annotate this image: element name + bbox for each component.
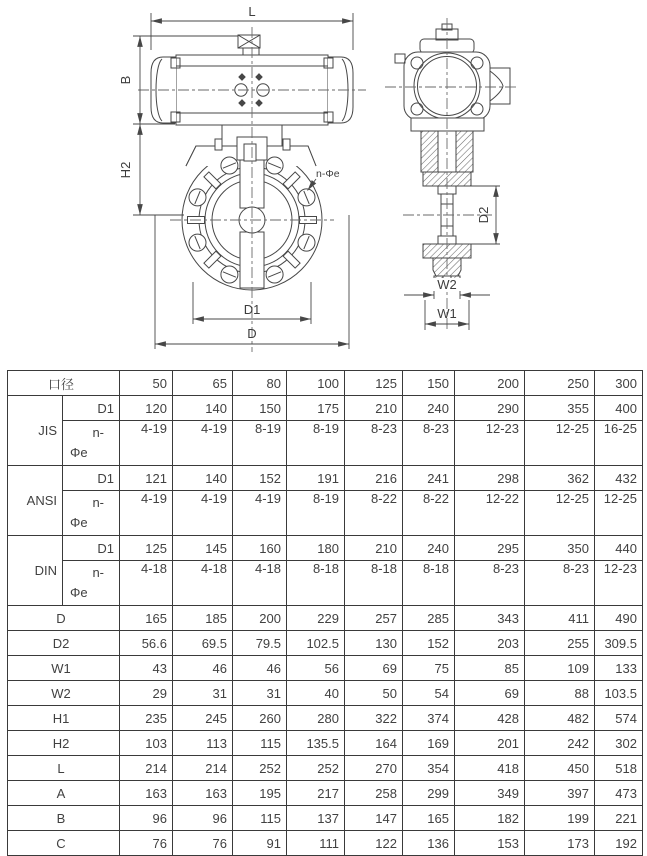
- table-cell: 4-19: [173, 491, 233, 536]
- table-cell: 428: [455, 706, 525, 731]
- table-cell: 322: [345, 706, 403, 731]
- size-header: 300: [595, 371, 643, 396]
- size-header: 250: [525, 371, 595, 396]
- dim-label-W1: W1: [437, 306, 457, 321]
- dim-label-W2: W2: [437, 277, 457, 292]
- size-header: 125: [345, 371, 403, 396]
- side-screw: [395, 54, 405, 63]
- bore-header: 口径: [8, 371, 120, 396]
- standard-label: DIN: [8, 536, 63, 606]
- dim-label-D: D: [247, 326, 257, 341]
- table-cell: 56: [287, 656, 345, 681]
- table-cell: 4-19: [120, 491, 173, 536]
- table-cell: 31: [233, 681, 287, 706]
- table-cell: 302: [595, 731, 643, 756]
- side-view: [385, 18, 518, 332]
- dim-label-L: L: [248, 4, 256, 19]
- table-cell: 121: [120, 466, 173, 491]
- disc-stem-lower: [240, 232, 264, 288]
- table-cell: 69: [455, 681, 525, 706]
- n-phi-e-label: [63, 421, 120, 466]
- table-cell: 8-18: [345, 561, 403, 606]
- table-cell: 115: [233, 731, 287, 756]
- table-cell: 173: [525, 831, 595, 856]
- table-cell: 8-19: [287, 491, 345, 536]
- table-cell: 210: [345, 536, 403, 561]
- table-cell: 152: [403, 631, 455, 656]
- table-cell: 199: [525, 806, 595, 831]
- table-cell: 258: [345, 781, 403, 806]
- table-cell: 79.5: [233, 631, 287, 656]
- table-cell: 8-18: [287, 561, 345, 606]
- standard-label: ANSI: [8, 466, 63, 536]
- table-cell: 69.5: [173, 631, 233, 656]
- n-label-line1: n-: [92, 425, 104, 440]
- valve-drawing-panel: [0, 0, 647, 368]
- table-cell: 8-23: [455, 561, 525, 606]
- table-cell: 150: [233, 396, 287, 421]
- size-header: 65: [173, 371, 233, 396]
- table-cell: 12-23: [595, 561, 643, 606]
- table-cell: 241: [403, 466, 455, 491]
- table-cell: 418: [455, 756, 525, 781]
- d1-label: D1: [63, 466, 120, 491]
- table-cell: 182: [455, 806, 525, 831]
- table-cell: 252: [287, 756, 345, 781]
- row-label: H1: [8, 706, 120, 731]
- table-cell: 290: [455, 396, 525, 421]
- table-cell: 210: [345, 396, 403, 421]
- table-cell: 147: [345, 806, 403, 831]
- dimension-table: [7, 370, 643, 856]
- table-cell: 221: [595, 806, 643, 831]
- table-cell: 432: [595, 466, 643, 491]
- table-cell: 201: [455, 731, 525, 756]
- d1-label: D1: [63, 396, 120, 421]
- table-cell: 4-19: [120, 421, 173, 466]
- row-label: W1: [8, 656, 120, 681]
- table-cell: 75: [403, 656, 455, 681]
- table-cell: 214: [120, 756, 173, 781]
- table-cell: 102.5: [287, 631, 345, 656]
- table-cell: 217: [287, 781, 345, 806]
- table-cell: 29: [120, 681, 173, 706]
- table-cell: 160: [233, 536, 287, 561]
- table-cell: 91: [233, 831, 287, 856]
- table-cell: 4-19: [173, 421, 233, 466]
- table-cell: 137: [287, 806, 345, 831]
- table-cell: 214: [173, 756, 233, 781]
- row-label: C: [8, 831, 120, 856]
- table-cell: 180: [287, 536, 345, 561]
- table-cell: 309.5: [595, 631, 643, 656]
- table-cell: 8-23: [345, 421, 403, 466]
- table-cell: 473: [595, 781, 643, 806]
- dim-label-B: B: [118, 75, 133, 85]
- table-cell: 574: [595, 706, 643, 731]
- table-cell: 113: [173, 731, 233, 756]
- row-label: H2: [8, 731, 120, 756]
- table-cell: 8-23: [525, 561, 595, 606]
- table-cell: 255: [525, 631, 595, 656]
- table-cell: 164: [345, 731, 403, 756]
- table-cell: 12-25: [525, 421, 595, 466]
- n-label-line1: n-: [92, 495, 104, 510]
- table-cell: 240: [403, 536, 455, 561]
- phi-e-label-line2: Φe: [70, 585, 88, 600]
- table-cell: 163: [120, 781, 173, 806]
- table-cell: 46: [173, 656, 233, 681]
- table-cell: 8-18: [403, 561, 455, 606]
- table-cell: 240: [403, 396, 455, 421]
- table-cell: 203: [455, 631, 525, 656]
- table-cell: 115: [233, 806, 287, 831]
- table-cell: 260: [233, 706, 287, 731]
- table-cell: 175: [287, 396, 345, 421]
- dim-label-H2: H2: [118, 161, 133, 179]
- table-cell: 4-18: [173, 561, 233, 606]
- size-header: 50: [120, 371, 173, 396]
- dim-label-n-phi-e: n-Φe: [316, 168, 340, 180]
- size-header: 150: [403, 371, 455, 396]
- row-label: D: [8, 606, 120, 631]
- table-cell: 4-18: [233, 561, 287, 606]
- table-cell: 140: [173, 396, 233, 421]
- size-header: 200: [455, 371, 525, 396]
- table-cell: 31: [173, 681, 233, 706]
- table-cell: 4-18: [120, 561, 173, 606]
- table-cell: 482: [525, 706, 595, 731]
- table-cell: 235: [120, 706, 173, 731]
- table-cell: 191: [287, 466, 345, 491]
- n-phi-e-label: [63, 561, 120, 606]
- front-view: [118, 4, 366, 352]
- table-cell: 88: [525, 681, 595, 706]
- table-cell: 355: [525, 396, 595, 421]
- table-cell: 298: [455, 466, 525, 491]
- table-cell: 8-19: [287, 421, 345, 466]
- table-cell: 125: [120, 536, 173, 561]
- table-cell: 140: [173, 466, 233, 491]
- row-label: D2: [8, 631, 120, 656]
- table-cell: 12-23: [455, 421, 525, 466]
- table-cell: 169: [403, 731, 455, 756]
- table-cell: 195: [233, 781, 287, 806]
- table-cell: 136: [403, 831, 455, 856]
- table-cell: 109: [525, 656, 595, 681]
- table-cell: 252: [233, 756, 287, 781]
- table-cell: 165: [120, 606, 173, 631]
- table-cell: 103.5: [595, 681, 643, 706]
- neck-section: [421, 131, 438, 172]
- table-cell: 46: [233, 656, 287, 681]
- row-label: L: [8, 756, 120, 781]
- n-label-line1: n-: [92, 565, 104, 580]
- table-cell: 397: [525, 781, 595, 806]
- neck-section: [456, 131, 473, 172]
- table-cell: 96: [120, 806, 173, 831]
- table-cell: 43: [120, 656, 173, 681]
- table-cell: 354: [403, 756, 455, 781]
- table-cell: 349: [455, 781, 525, 806]
- table-cell: 229: [287, 606, 345, 631]
- table-cell: 50: [345, 681, 403, 706]
- table-cell: 12-25: [525, 491, 595, 536]
- table-cell: 200: [233, 606, 287, 631]
- dim-label-D2: D2: [476, 206, 491, 224]
- table-cell: 76: [120, 831, 173, 856]
- base-plate: [411, 118, 484, 131]
- table-cell: 4-19: [233, 491, 287, 536]
- table-cell: 40: [287, 681, 345, 706]
- table-cell: 192: [595, 831, 643, 856]
- phi-e-label-line2: Φe: [70, 515, 88, 530]
- table-cell: 242: [525, 731, 595, 756]
- phi-e-label-line2: Φe: [70, 445, 88, 460]
- table-cell: 145: [173, 536, 233, 561]
- valve-technical-drawing: [0, 0, 647, 368]
- table-cell: 165: [403, 806, 455, 831]
- table-cell: 343: [455, 606, 525, 631]
- table-cell: 153: [455, 831, 525, 856]
- table-cell: 450: [525, 756, 595, 781]
- table-cell: 299: [403, 781, 455, 806]
- dim-label-D1: D1: [243, 302, 261, 317]
- table-cell: 518: [595, 756, 643, 781]
- size-header: 100: [287, 371, 345, 396]
- table-cell: 54: [403, 681, 455, 706]
- row-label: W2: [8, 681, 120, 706]
- table-cell: 8-22: [345, 491, 403, 536]
- table-cell: 163: [173, 781, 233, 806]
- table-cell: 270: [345, 756, 403, 781]
- table-cell: 133: [595, 656, 643, 681]
- standard-label: JIS: [8, 396, 63, 466]
- table-cell: 185: [173, 606, 233, 631]
- table-cell: 12-22: [455, 491, 525, 536]
- table-cell: 69: [345, 656, 403, 681]
- table-cell: 245: [173, 706, 233, 731]
- table-cell: 111: [287, 831, 345, 856]
- table-cell: 12-25: [595, 491, 643, 536]
- table-cell: 85: [455, 656, 525, 681]
- table-cell: 257: [345, 606, 403, 631]
- table-cell: 120: [120, 396, 173, 421]
- table-cell: 490: [595, 606, 643, 631]
- table-cell: 8-23: [403, 421, 455, 466]
- actuator-side: [395, 24, 510, 131]
- table-cell: 8-22: [403, 491, 455, 536]
- table-cell: 295: [455, 536, 525, 561]
- table-cell: 8-19: [233, 421, 287, 466]
- n-phi-e-label: [63, 491, 120, 536]
- table-cell: 122: [345, 831, 403, 856]
- size-header: 80: [233, 371, 287, 396]
- d1-label: D1: [63, 536, 120, 561]
- table-cell: 135.5: [287, 731, 345, 756]
- table-cell: 76: [173, 831, 233, 856]
- table-cell: 103: [120, 731, 173, 756]
- table-cell: 96: [173, 806, 233, 831]
- table-cell: 285: [403, 606, 455, 631]
- table-cell: 440: [595, 536, 643, 561]
- table-cell: 152: [233, 466, 287, 491]
- table-cell: 411: [525, 606, 595, 631]
- table-cell: 350: [525, 536, 595, 561]
- table-cell: 56.6: [120, 631, 173, 656]
- table-cell: 16-25: [595, 421, 643, 466]
- table-cell: 362: [525, 466, 595, 491]
- table-cell: 130: [345, 631, 403, 656]
- row-label: B: [8, 806, 120, 831]
- row-label: A: [8, 781, 120, 806]
- table-cell: 374: [403, 706, 455, 731]
- table-cell: 400: [595, 396, 643, 421]
- table-cell: 216: [345, 466, 403, 491]
- table-cell: 280: [287, 706, 345, 731]
